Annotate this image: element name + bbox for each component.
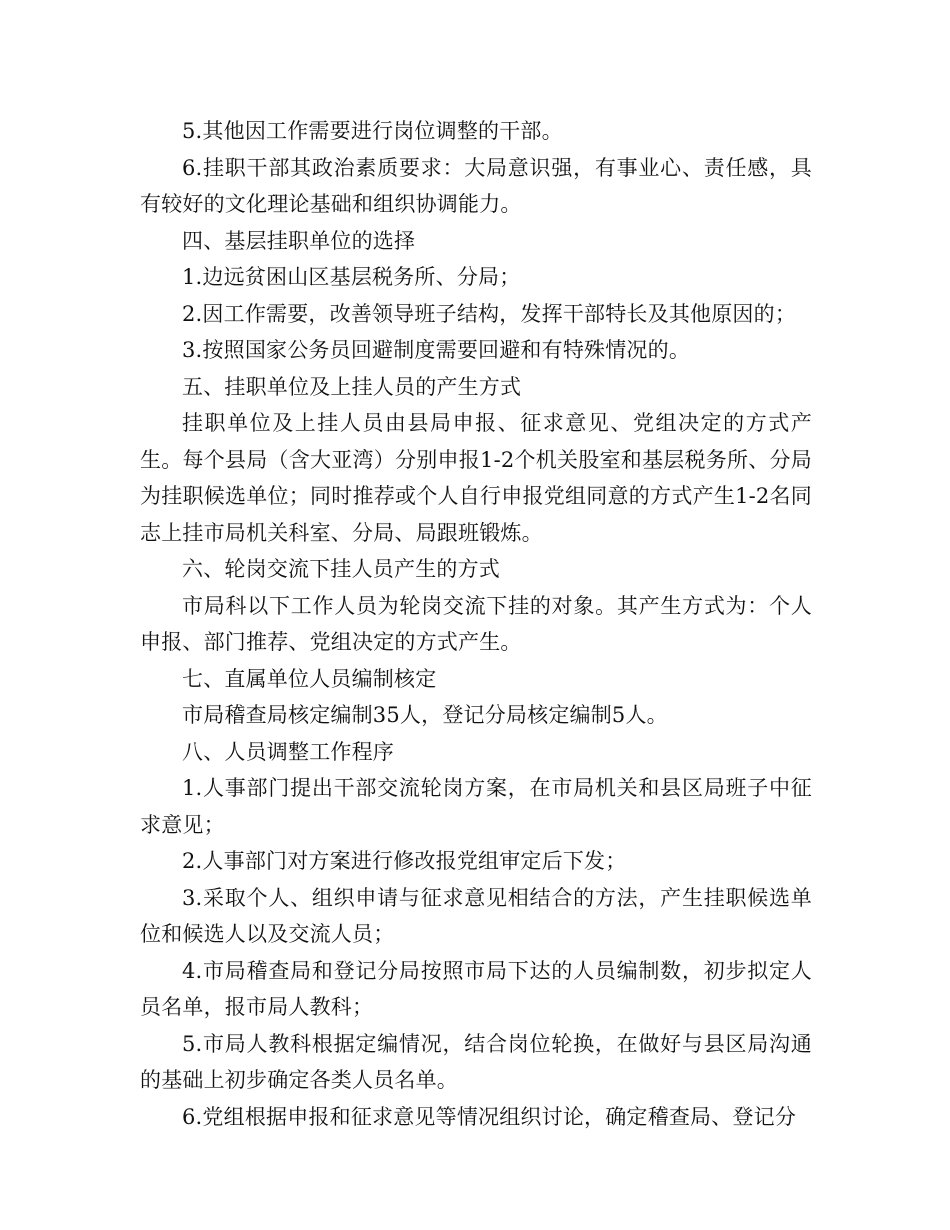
paragraph: 3.采取个人、组织申请与征求意见相结合的方法，产生挂职候选单位和候选人以及交流人员； — [140, 885, 812, 946]
paragraph: 1.边远贫困山区基层税务所、分局； — [182, 265, 521, 289]
section-heading: 五、挂职单位及上挂人员的产生方式 — [182, 374, 522, 399]
paragraph: 5.其他因工作需要进行岗位调整的干部。 — [182, 119, 563, 143]
paragraph: 1.人事部门提出干部交流轮岗方案，在市局机关和县区局班子中征求意见； — [140, 776, 812, 837]
paragraph: 6.挂职干部其政治素质要求：大局意识强，有事业心、责任感，具有较好的文化理论基础和组织协调能力。 — [140, 155, 812, 216]
section-heading: 八、人员调整工作程序 — [182, 739, 394, 764]
document-body — [140, 113, 812, 1135]
section-heading: 六、轮岗交流下挂人员产生的方式 — [182, 557, 500, 581]
paragraph: 5.市局人教科根据定编情况，结合岗位轮换，在做好与县区局沟通的基础上初步确定各类人员名单。 — [140, 1031, 812, 1092]
paragraph: 2.因工作需要，改善领导班子结构，发挥干部特长及其他原因的； — [182, 301, 797, 326]
section-heading: 四、基层挂职单位的选择 — [182, 228, 416, 253]
paragraph: 6.党组根据申报和征求意见等情况组织讨论，确定稽查局、登记分 — [182, 1104, 797, 1129]
paragraph: 市局稽查局核定编制35人，登记分局核定编制5人。 — [182, 703, 668, 727]
section-heading: 七、直属单位人员编制核定 — [182, 666, 437, 691]
paragraph: 市局科以下工作人员为轮岗交流下挂的对象。其产生方式为：个人申报、部门推荐、党组决定的方式产生。 — [140, 593, 812, 654]
paragraph: 挂职单位及上挂人员由县局申报、征求意见、党组决定的方式产生。每个县局（含大亚湾）分别申报1-2个机关股室和基层税务所、分局为挂职候选单位；同时推荐或个人自行申报党组同意的方式产生1-2名同志上挂市局机关科室、分局、局跟班锻炼。 — [140, 411, 812, 545]
paragraph: 3.按照国家公务员回避制度需要回避和有特殊情况的。 — [182, 338, 691, 362]
paragraph: 2.人事部门对方案进行修改报党组审定后下发； — [182, 849, 627, 873]
paragraph: 4.市局稽查局和登记分局按照市局下达的人员编制数，初步拟定人员名单，报市局人教科； — [140, 958, 812, 1019]
